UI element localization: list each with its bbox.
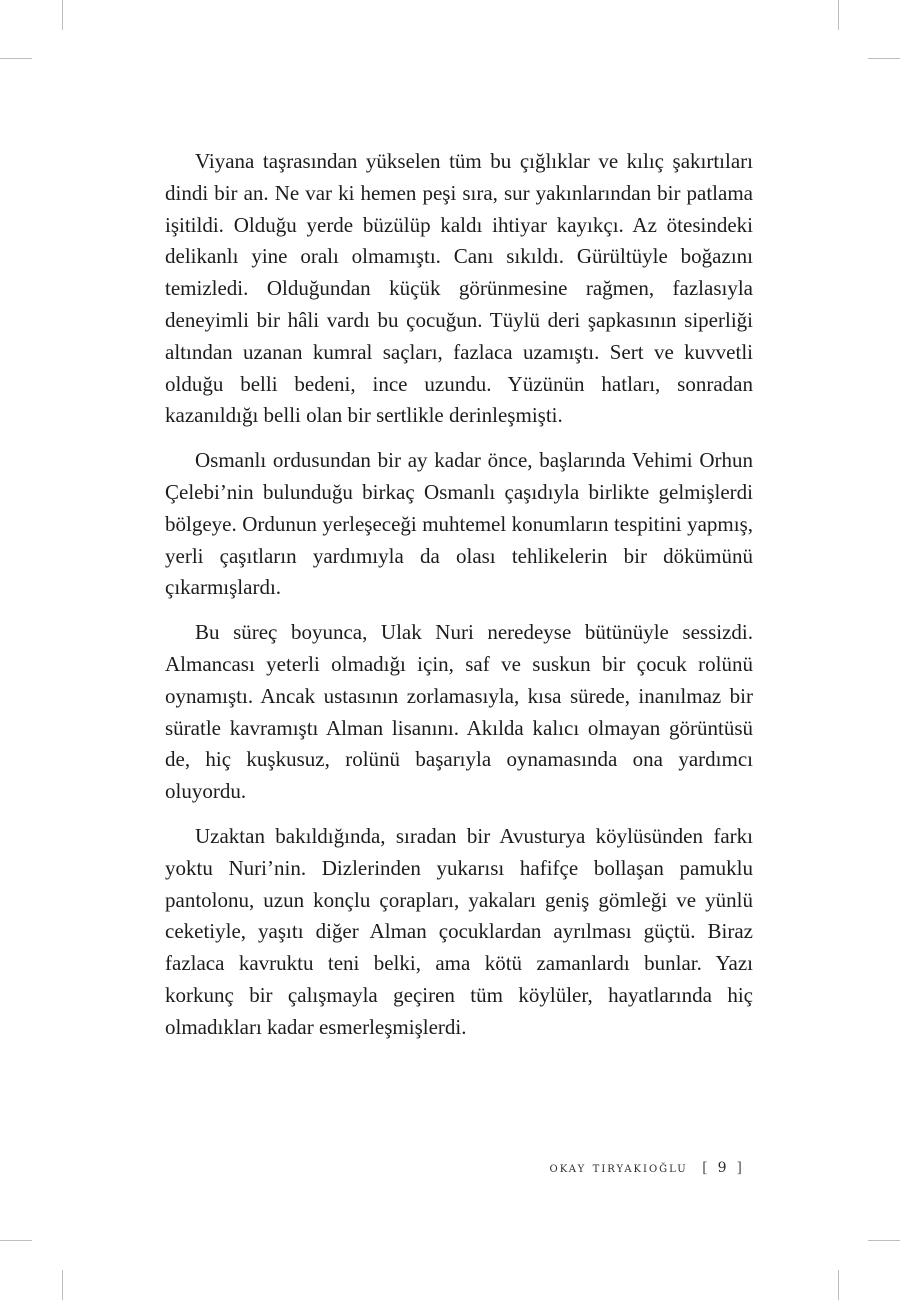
running-footer [550,1160,752,1176]
paragraph-4: Uzaktan bakıldığında, sıradan bir Avusturya köylüsünden farkı yoktu Nuri’nin. Dizlerinden yukarısı hafifçe bollaşan pamuklu pantolonu, uzun konçlu çorapları, yakaları geniş gömleği ve yünlü ceketiyle, yaşıtı diğer Alman çocuklardan ayrılması güçtü. Biraz fazlaca kavruktu teni belki, ama kötü zamanlardı bunlar. Yazı korkunç bir çalışmayla geçiren tüm köylüler, hayatlarında hiç olmadıkları kadar esmerleşmişlerdi. [165,823,753,1039]
page-number-bracket: ] [736,1160,744,1176]
page-number-bracket: [ [702,1160,710,1176]
page-number: 9 [717,1160,729,1176]
crop-mark [0,58,32,59]
crop-mark [62,1270,63,1300]
crop-mark [868,58,900,59]
paragraph-3: Bu süreç boyunca, Ulak Nuri neredeyse bütünüyle sessizdi. Almancası yeterli olmadığı için, saf ve suskun bir çocuk rolünü oynamıştı. Ancak ustasının zorlamasıyla, kısa sürede, inanılmaz bir süratle kavramıştı Alman lisanını. Akılda kalıcı olmayan görüntüsü de, hiç kuşkusuz, rolünü başarıyla oynamasında ona yardımcı oluyordu. [165,620,753,804]
crop-mark [868,1240,900,1241]
paragraph-2: Osmanlı ordusundan bir ay kadar önce, başlarında Vehimi Orhun Çelebi’nin bulunduğu birkaç Osmanlı çaşıdıyla birlikte gelmişlerdi bölgeye. Ordunun yerleşeceği muhtemel konumların tespitini yapmış, yerli çaşıtların yardımıyla da olası tehlikelerin bir dökümünü çıkarmışlardı. [165,448,753,600]
body-text [165,146,753,1057]
author-name: okay tiryakioğlu [549,1160,688,1176]
crop-mark [838,1270,839,1300]
crop-mark [838,0,839,30]
crop-mark [0,1240,32,1241]
paragraph-1: Viyana taşrasından yükselen tüm bu çığlıklar ve kılıç şakırtıları dindi bir an. Ne var ki hemen peşi sıra, sur yakınlarından bir patlama işitildi. Olduğu yerde büzülüp kaldı ihtiyar kayıkçı. Az ötesindeki delikanlı yine oralı olmamıştı. Canı sıkıldı. Gürültüyle boğazını temizledi. Olduğundan küçük görünmesine rağmen, fazlasıyla deneyimli bir hâli vardı bu çocuğun. Tüylü deri şapkasının siperliği altından uzanan kumral saçları, fazlaca uzamıştı. Sert ve kuvvetli olduğu belli bedeni, ince uzundu. Yüzünün hatları, sonradan kazanıldığı belli olan bir sertlikle derinleşmişti. [165,149,753,428]
crop-mark [62,0,63,30]
